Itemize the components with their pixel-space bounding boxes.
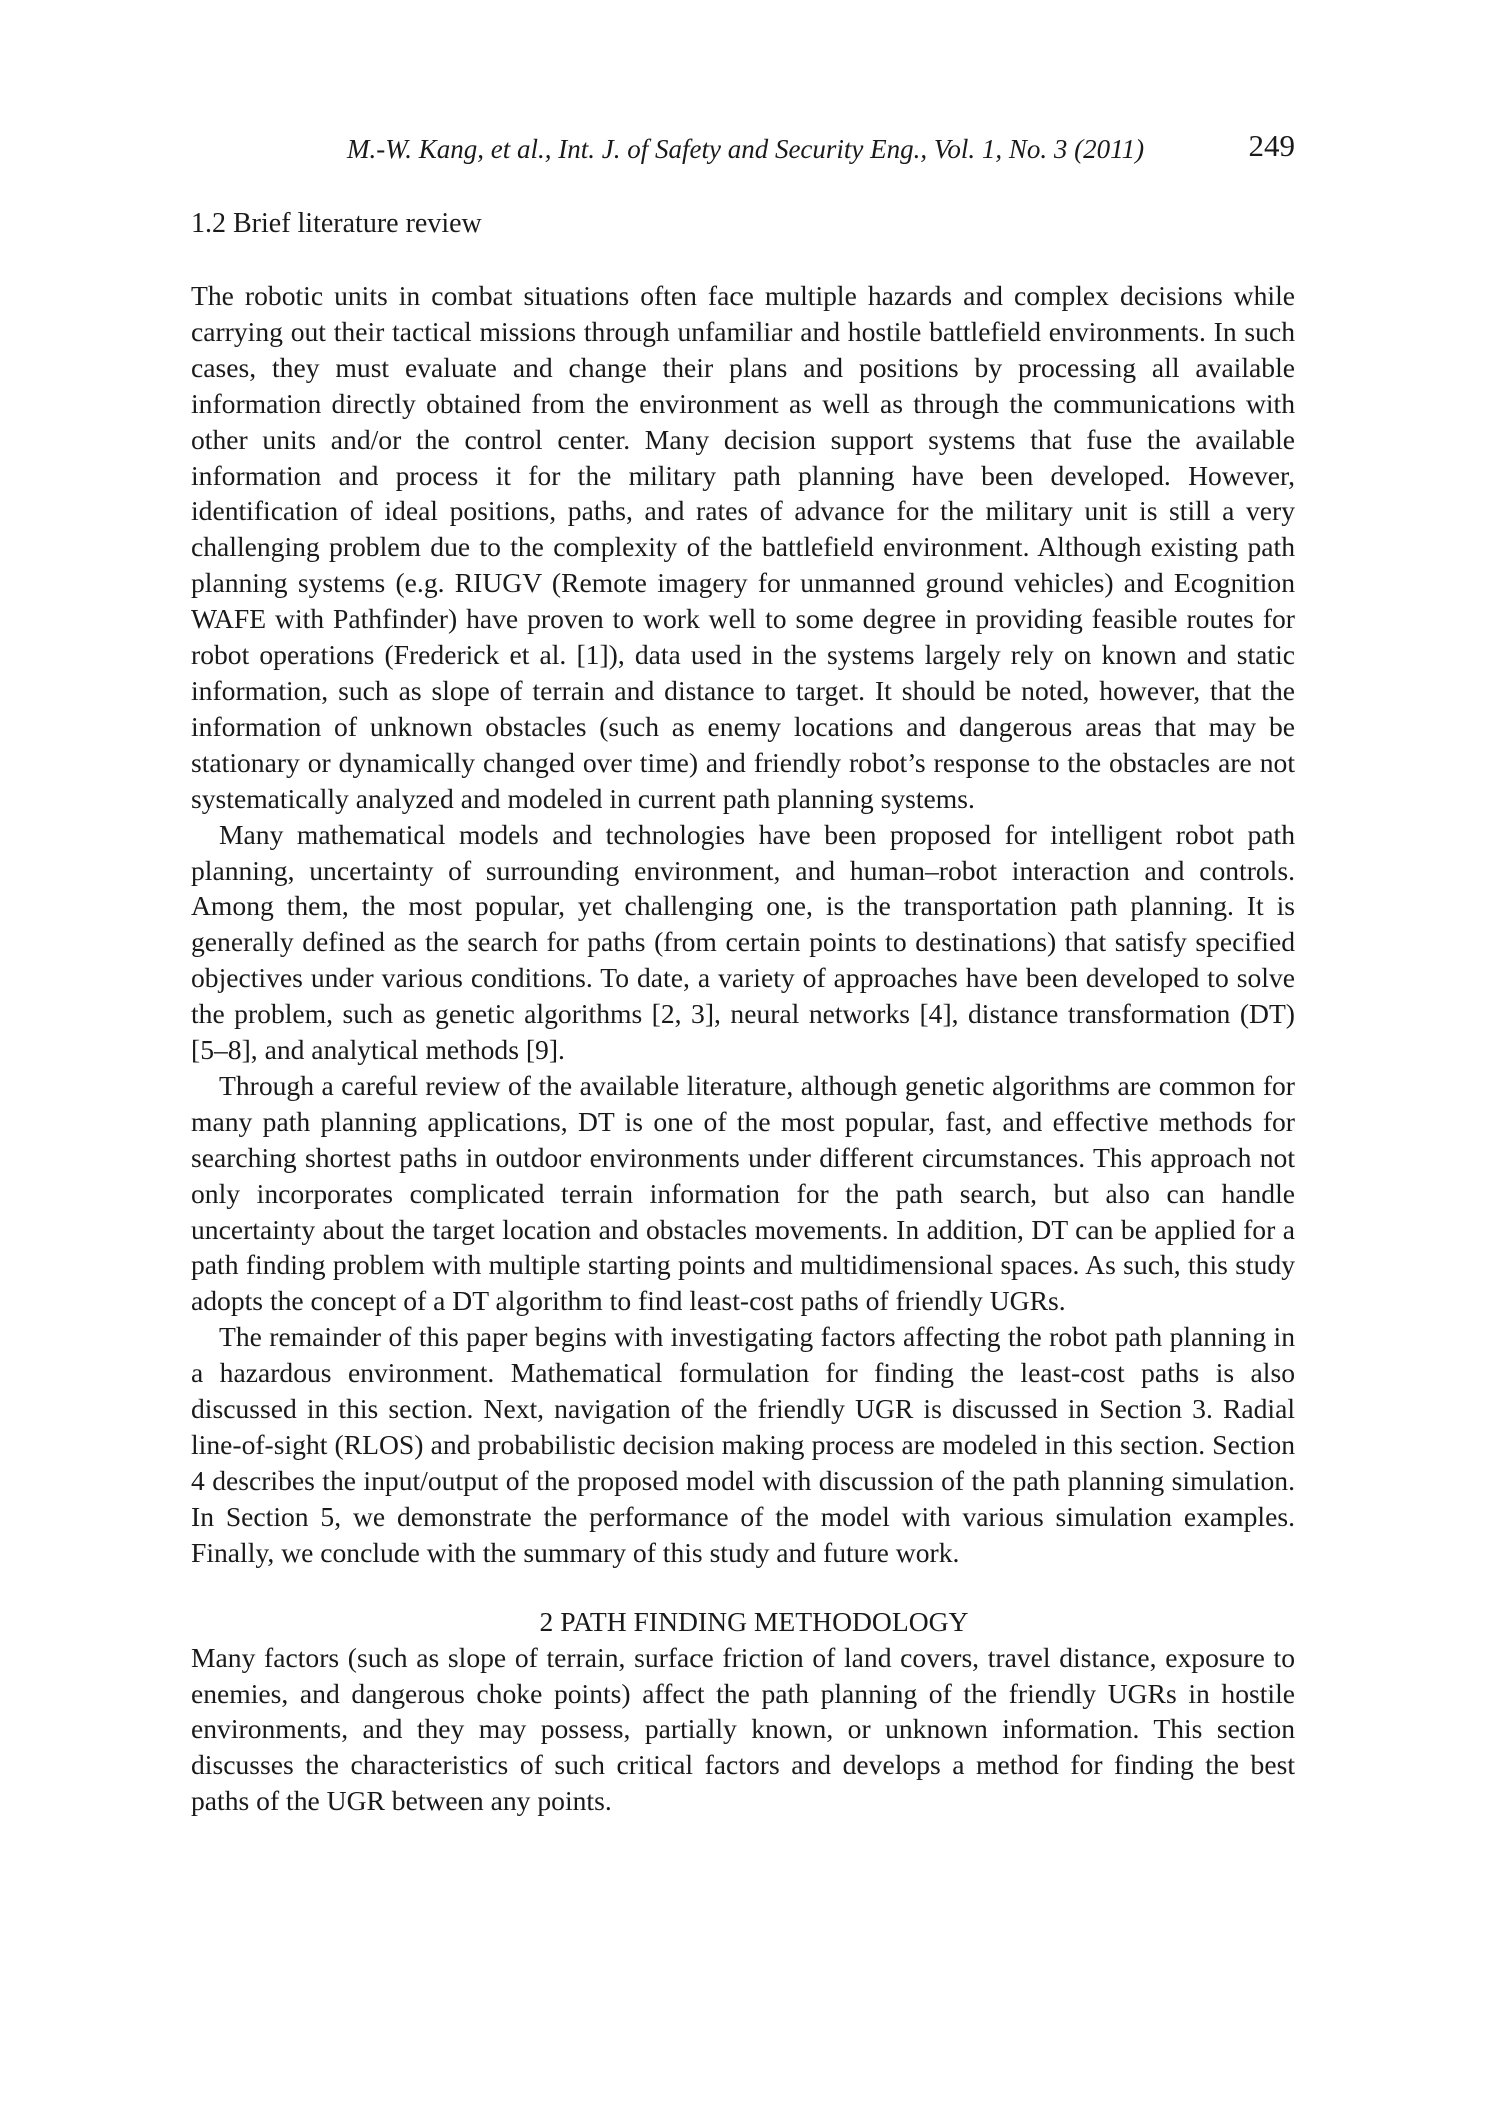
paragraph: Many mathematical models and technologies have been proposed for intelligent robot path planning, uncertainty of surrounding environment, and human–robot interaction and controls. Among them, the most popular, yet challenging one, is the transportation path planning. It is generally defined as the search for paths (from certain points to destinations) that satisfy specified objectives under various conditions. To date, a variety of approaches have been developed to solve the problem, such as genetic algorithms [2, 3], neural networks [4], distance transformation (DT) [5–8], and analytical methods [9]. [191, 818, 1295, 1066]
paragraph: Many factors (such as slope of terrain, surface friction of land covers, travel distance, exposure to enemies, and dangerous choke points) affect the path planning of the friendly UGRs in hostile environments, and they may possess, partially known, or unknown information. This section discusses the characteristics of such critical factors and develops a method for finding the best paths of the UGR between any points. [191, 1641, 1295, 1817]
running-header [191, 128, 1295, 174]
subsection-heading: 1.2 Brief literature review [191, 208, 482, 239]
paragraph: The remainder of this paper begins with investigating factors affecting the robot path planning in a hazardous environment. Mathematical formulation for finding the least-cost paths is also discussed in this section. Next, navigation of the friendly UGR is discussed in Section 3. Radial line-of-sight (RLOS) and probabilistic decision making process are modeled in this section. Section 4 describes the input/output of the proposed model with discussion of the path planning simulation. In Section 5, we demonstrate the performance of the model with various simulation examples. Finally, we conclude with the summary of this study and future work. [191, 1321, 1295, 1568]
subsection-body [191, 278, 1295, 1571]
paragraph: Through a careful review of the available literature, although genetic algorithms are common for many path planning applications, DT is one of the most popular, fast, and effective methods for searching shortest paths in outdoor environments under different circumstances. This approach not only incorporates complicated terrain information for the path search, but also can handle uncertainty about the target location and obstacles movements. In addition, DT can be applied for a path finding problem with multiple starting points and multidimensional spaces. As such, this study adopts the concept of a DT algorithm to find least-cost paths of friendly UGRs. [191, 1069, 1295, 1317]
page-number: 249 [1248, 128, 1295, 163]
section-heading: 2 PATH FINDING METHODOLOGY [539, 1605, 969, 1637]
paper-page [191, 128, 1295, 1819]
section-body [191, 1640, 1295, 1820]
paragraph: The robotic units in combat situations often face multiple hazards and complex decisions while carrying out their tactical missions through unfamiliar and hostile battlefield environments. In such cases, they must evaluate and change their plans and positions by processing all available information directly obtained from the environment as well as through the communications with other units and/or the control center. Many decision support systems that fuse the available information and process it for the military path planning have been developed. However, identification of ideal positions, paths, and rates of advance for the military unit is still a very challenging problem due to the complexity of the battlefield environment. Although existing path planning systems (e.g. RIUGV (Remote imagery for unmanned ground vehicles) and Ecognition WAFE with Pathfinder) have proven to work well to some degree in providing feasible routes for robot operations (Frederick et al. [1]), data used in the systems largely rely on known and static information, such as slope of terrain and distance to target. It should be noted, however, that the information of unknown obstacles (such as enemy locations and dangerous areas that may be stationary or dynamically changed over time) and friendly robot’s response to the obstacles are not systematically analyzed and modeled in current path planning systems. [191, 280, 1295, 814]
section-block [191, 1604, 1295, 1820]
journal-citation-header: M.-W. Kang, et al., Int. J. of Safety and Security Eng., Vol. 1, No. 3 (2011) [347, 134, 1145, 164]
